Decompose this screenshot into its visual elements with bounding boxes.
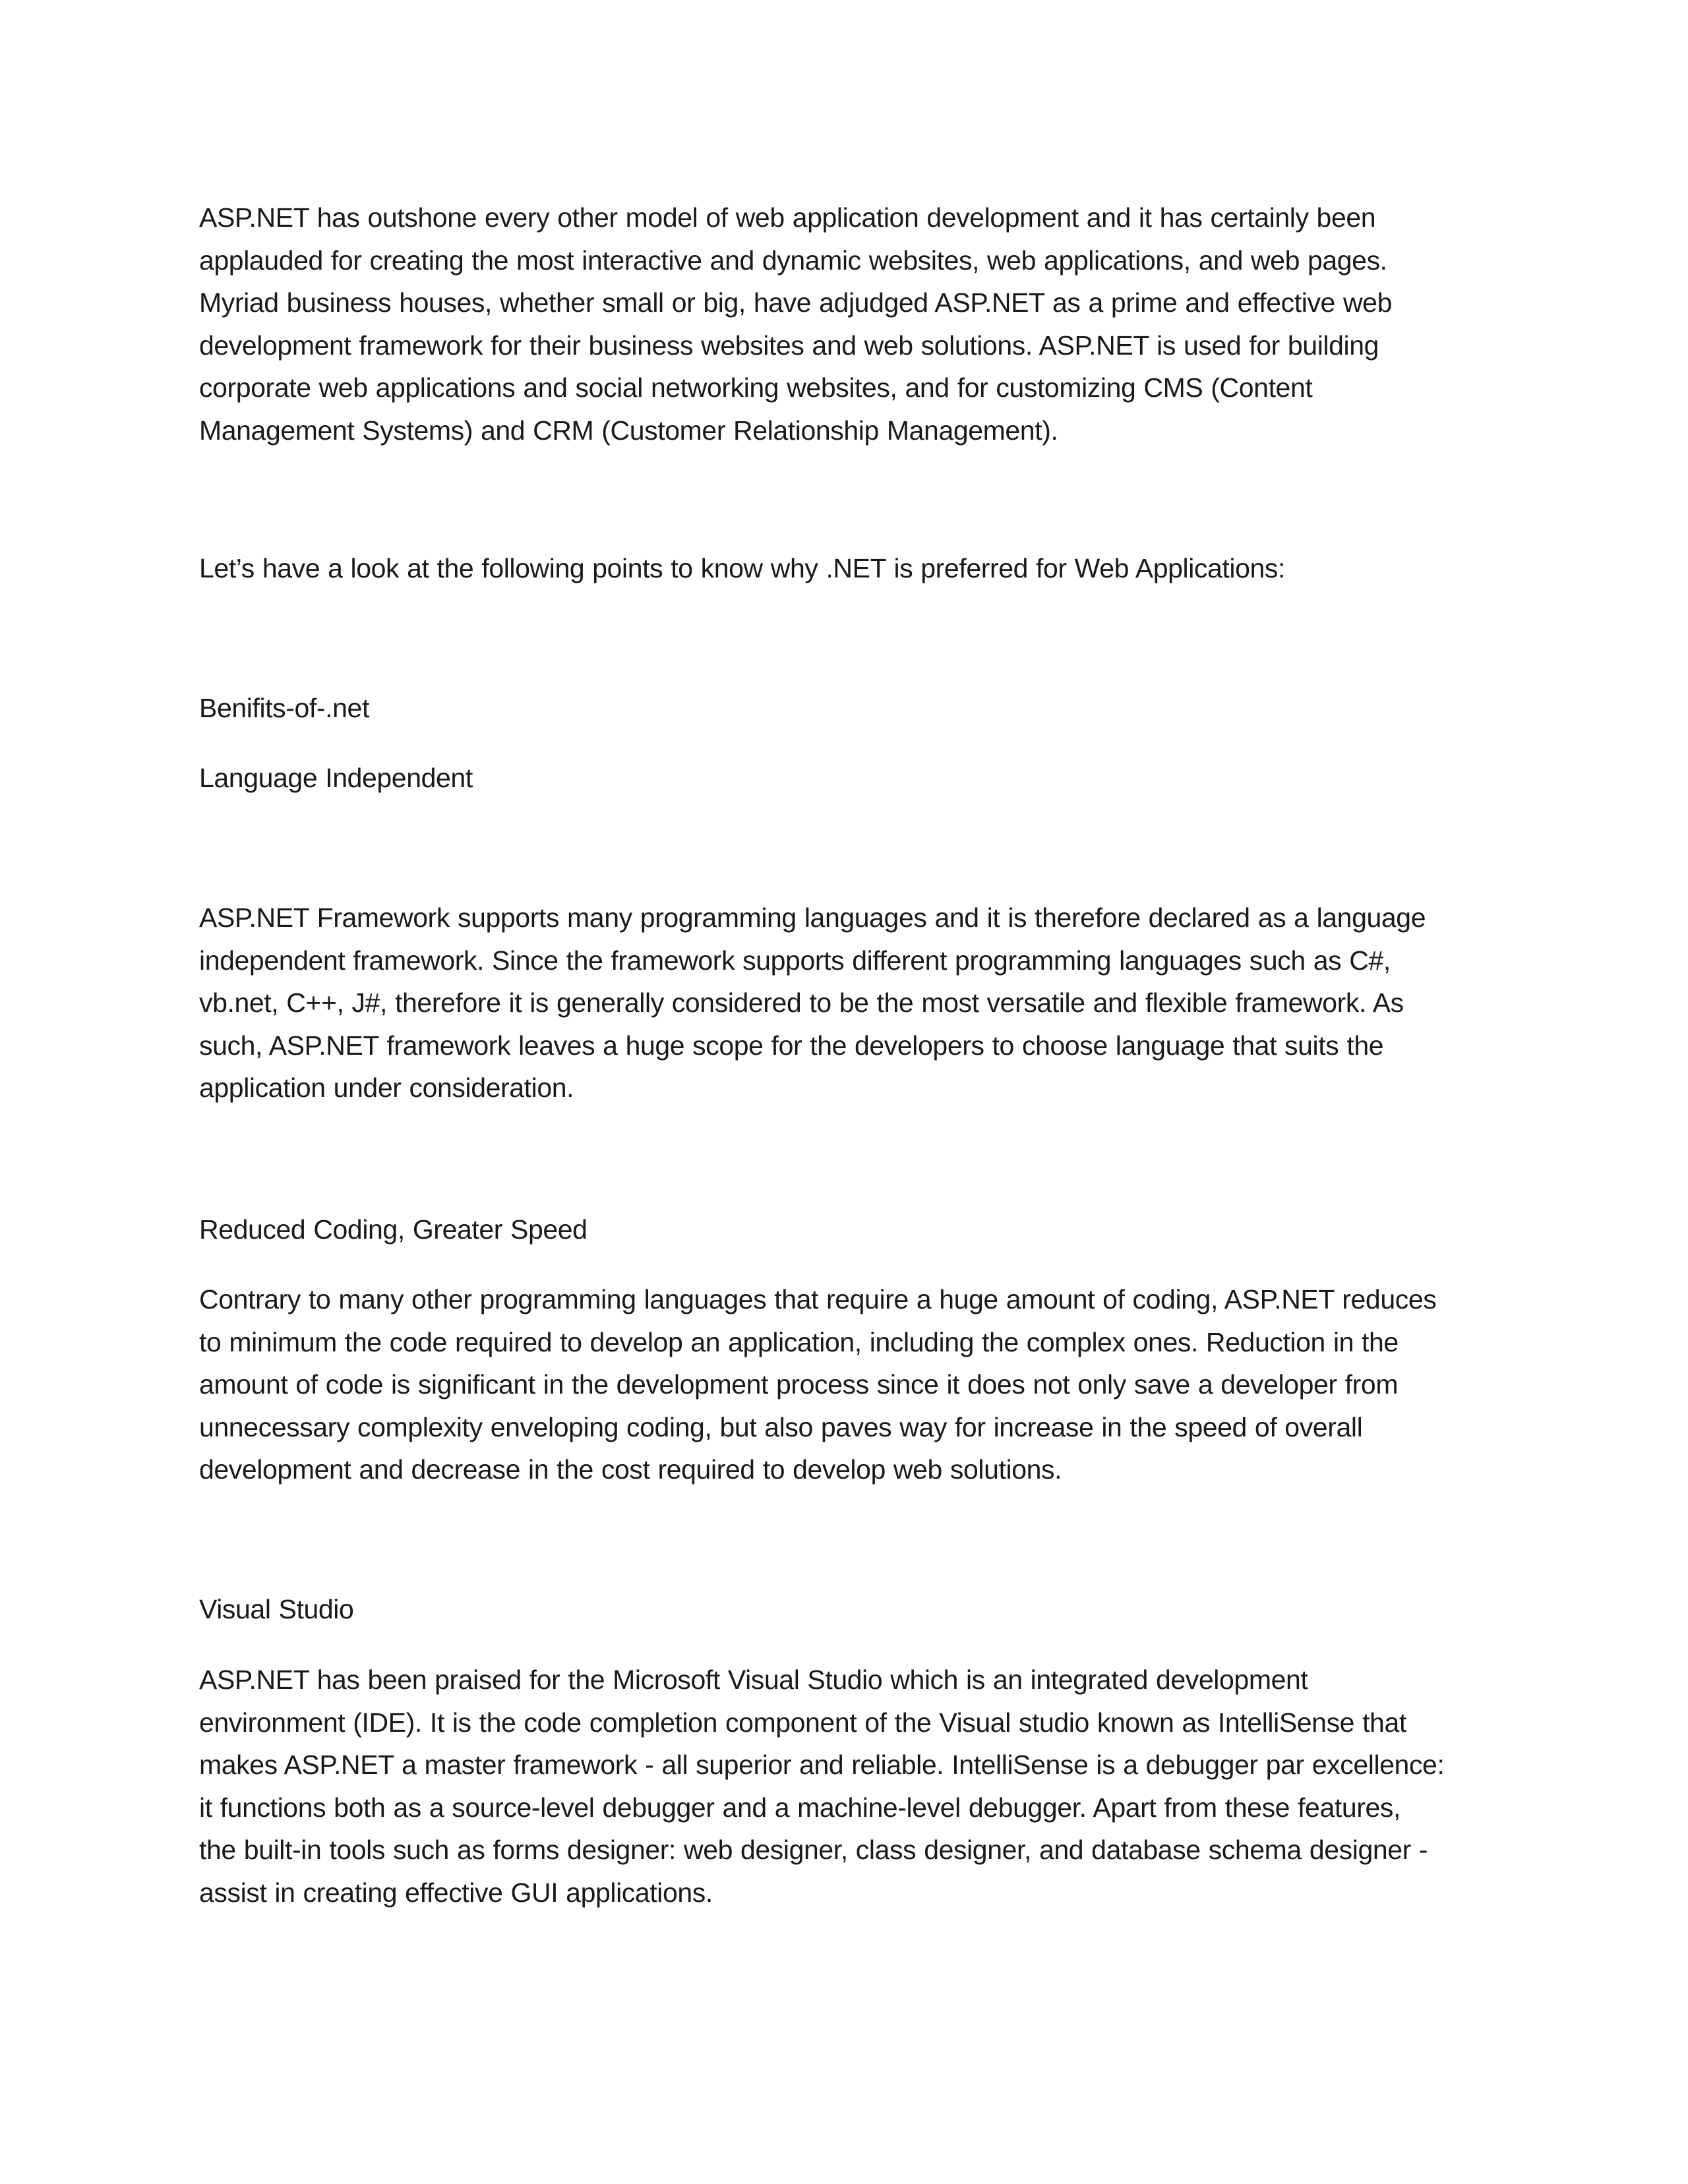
text-line: ASP.NET Framework supports many programming languages and it is therefore declared as a language	[199, 902, 1426, 933]
text-line: Benifits-of-.net	[199, 693, 369, 723]
text-line: applauded for creating the most interactive and dynamic websites, web applications, and web pages.	[199, 245, 1387, 276]
text-line: Let’s have a look at the following points to know why .NET is preferred for Web Applications:	[199, 553, 1286, 583]
section-body-reduced-coding	[199, 1278, 1498, 1491]
text-line: Reduced Coding, Greater Speed	[199, 1214, 588, 1245]
lead-sentence	[199, 547, 1498, 590]
text-line: vb.net, C++, J#, therefore it is generally considered to be the most versatile and flexible framework. As	[199, 988, 1404, 1018]
section-heading-visual-studio	[199, 1588, 1498, 1630]
section-heading-language-independent	[199, 757, 1498, 799]
text-line: ASP.NET has been praised for the Microsoft Visual Studio which is an integrated development	[199, 1665, 1308, 1695]
text-line: Management Systems) and CRM (Customer Relationship Management).	[199, 415, 1058, 446]
text-line: it functions both as a source-level debugger and a machine-level debugger. Apart from these features,	[199, 1792, 1401, 1823]
text-line: Contrary to many other programming languages that require a huge amount of coding, ASP.NET reduces	[199, 1284, 1437, 1314]
text-line: ASP.NET has outshone every other model of web application development and it has certainly been	[199, 202, 1376, 233]
text-line: Language Independent	[199, 763, 473, 793]
benefits-image-label	[199, 687, 1498, 729]
text-line: the built-in tools such as forms designer: web designer, class designer, and database schema designer -	[199, 1835, 1428, 1865]
text-line: assist in creating effective GUI applications.	[199, 1877, 713, 1908]
text-line: amount of code is significant in the development process since it does not only save a developer from	[199, 1369, 1399, 1400]
section-body-language-independent	[199, 897, 1498, 1109]
section-body-visual-studio	[199, 1659, 1498, 1914]
text-line: development and decrease in the cost required to develop web solutions.	[199, 1454, 1062, 1485]
text-line: independent framework. Since the framework supports different programming languages such as C#,	[199, 945, 1391, 976]
text-line: corporate web applications and social networking websites, and for customizing CMS (Content	[199, 372, 1313, 403]
intro-paragraph	[199, 196, 1498, 452]
text-line: makes ASP.NET a master framework - all superior and reliable. IntelliSense is a debugger par excellence:	[199, 1750, 1445, 1780]
text-line: environment (IDE). It is the code completion component of the Visual studio known as IntelliSense that	[199, 1707, 1406, 1738]
text-line: such, ASP.NET framework leaves a huge scope for the developers to choose language that suits the	[199, 1030, 1384, 1061]
section-heading-reduced-coding	[199, 1208, 1498, 1251]
text-line: unnecessary complexity enveloping coding, but also paves way for increase in the speed of overall	[199, 1411, 1363, 1442]
text-line: application under consideration.	[199, 1073, 574, 1103]
text-line: Visual Studio	[199, 1594, 354, 1624]
text-line: to minimum the code required to develop an application, including the complex ones. Reduction in the	[199, 1326, 1399, 1357]
text-line: Myriad business houses, whether small or big, have adjudged ASP.NET as a prime and effective web	[199, 287, 1392, 318]
text-line: development framework for their business websites and web solutions. ASP.NET is used for building	[199, 330, 1379, 361]
